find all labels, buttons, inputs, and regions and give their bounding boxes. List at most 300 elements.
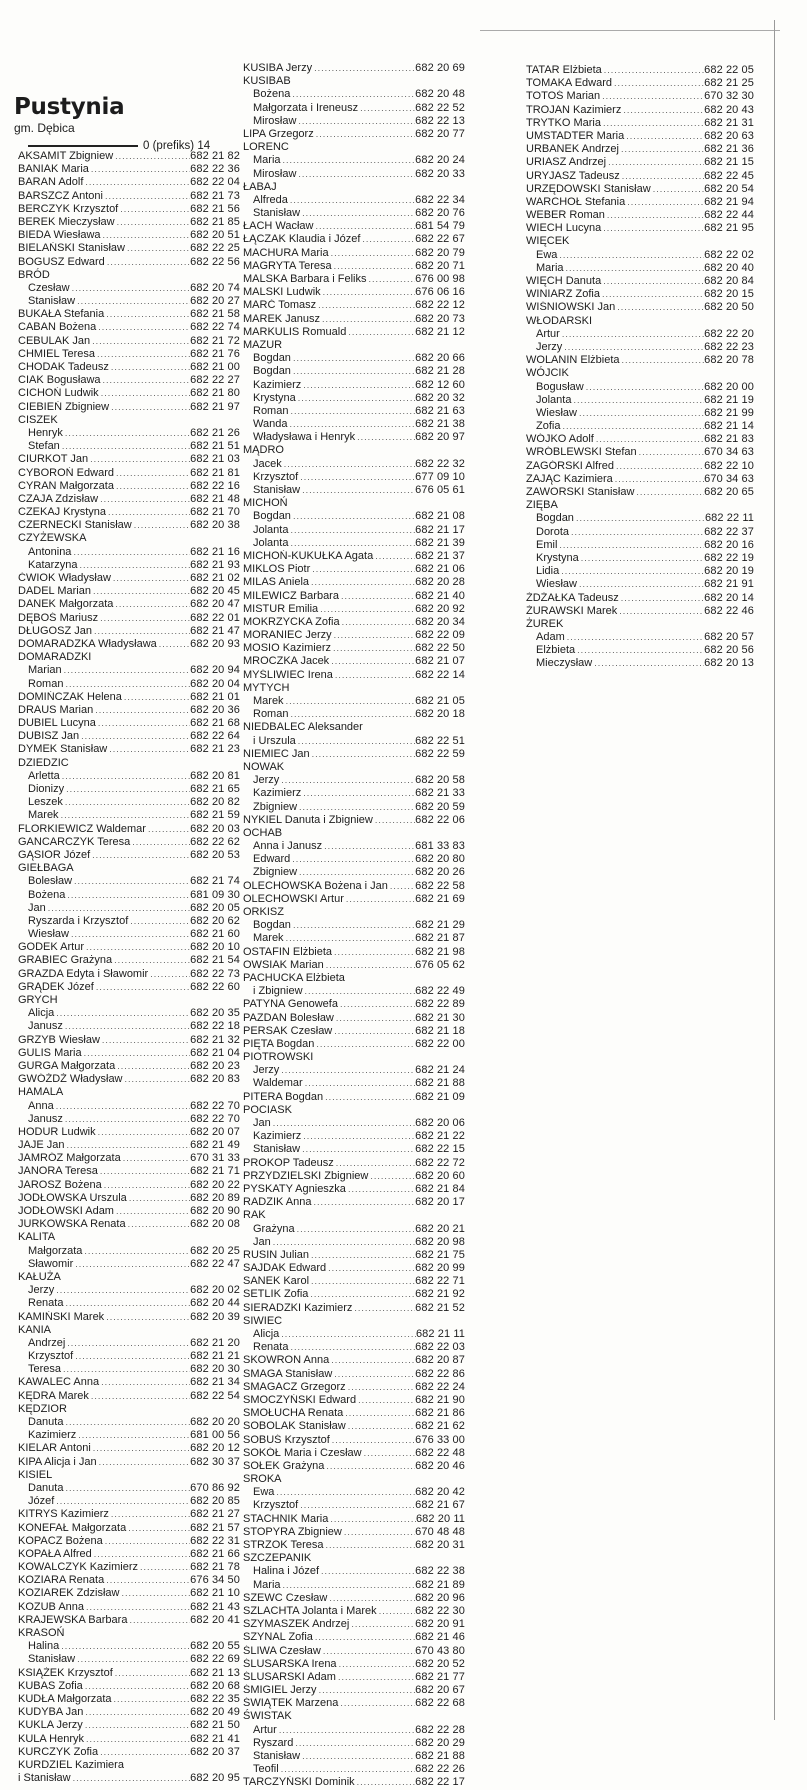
- subscriber-name: Alicja: [28, 1007, 55, 1020]
- dot-leader: [46, 902, 190, 915]
- phone-number: 682 21 31: [704, 116, 754, 129]
- dot-leader: [613, 473, 704, 486]
- listing-entry: [18, 1390, 240, 1403]
- listing-entry: [526, 381, 754, 394]
- subscriber-name: Janusz: [28, 1112, 63, 1125]
- dot-leader: [71, 546, 190, 559]
- listing-entry: [243, 708, 465, 721]
- subscriber-name: ŚWIĄTEK Marzena: [243, 1697, 339, 1710]
- listing-entry: [18, 1007, 240, 1020]
- listing-entry: [243, 590, 465, 603]
- listing-entry: [243, 1025, 465, 1038]
- dot-leader: [69, 928, 190, 941]
- subscriber-name: Stefan: [28, 440, 60, 453]
- dialing-prefix: 0 (prefiks) 14: [143, 140, 211, 152]
- listing-entry: [243, 1381, 465, 1394]
- phone-number: 682 22 34: [415, 193, 465, 206]
- subscriber-name: Jerzy: [28, 1284, 55, 1297]
- dot-leader: [574, 512, 705, 525]
- listing-entry: [243, 959, 465, 972]
- phone-number: 682 20 04: [190, 677, 240, 690]
- subscriber-name: Marek: [28, 809, 59, 822]
- phone-number: 682 22 64: [190, 730, 240, 743]
- subscriber-name: Jerzy: [253, 774, 280, 787]
- dot-leader: [73, 1350, 190, 1363]
- listing-entry: [18, 915, 240, 928]
- listing-entry: [18, 585, 240, 598]
- listing-entry: [18, 203, 240, 216]
- dot-leader: [328, 1513, 416, 1526]
- dot-leader: [99, 1376, 190, 1389]
- listing-entry: [243, 273, 465, 286]
- subscriber-name: SKOWRON Anna: [243, 1354, 330, 1367]
- phone-number: 682 21 50: [190, 1719, 240, 1732]
- dot-leader: [65, 889, 190, 902]
- phone-number: 682 20 36: [190, 703, 240, 716]
- listing-entry: [243, 1737, 465, 1750]
- subscriber-name: Adam: [536, 631, 565, 644]
- phone-number: 682 20 99: [415, 1262, 465, 1275]
- listing-entry: [243, 655, 465, 668]
- phone-number: 682 21 12: [415, 325, 465, 338]
- listing-entry: [243, 220, 465, 233]
- subscriber-name: Maria: [253, 154, 281, 167]
- listing-entry: [243, 1341, 465, 1354]
- subscriber-name: DYMEK Stanisław: [18, 743, 108, 756]
- dot-leader: [63, 1416, 190, 1429]
- subscriber-name: Katarzyna: [28, 558, 78, 571]
- surname-heading: ŚWISTAK: [243, 1710, 292, 1723]
- dot-leader: [114, 480, 190, 493]
- dot-leader: [138, 1561, 190, 1574]
- phone-number: 682 21 15: [704, 156, 754, 169]
- dot-leader: [96, 1126, 191, 1139]
- listing-entry: [243, 1486, 465, 1499]
- subscriber-name: KONEFAŁ Małgorzata: [18, 1521, 127, 1534]
- subscriber-name: SMAGACZ Grzegorz: [243, 1380, 346, 1393]
- phone-number: 682 22 25: [190, 242, 240, 255]
- subscriber-name: PRZYDZIELSKI Zbigniew: [243, 1169, 369, 1182]
- subscriber-name: WOLANIN Elżbieta: [526, 354, 620, 367]
- listing-entry: [243, 1434, 465, 1447]
- subscriber-name: Jolanta: [253, 536, 289, 549]
- phone-number: 670 32 30: [704, 90, 754, 103]
- column-divider: [774, 20, 775, 1720]
- phone-number: 682 22 58: [415, 879, 465, 892]
- listing-entry: [18, 453, 240, 466]
- phone-number: 682 21 86: [415, 1407, 465, 1420]
- listing-entry: [526, 460, 754, 473]
- dot-leader: [113, 1667, 190, 1680]
- phone-number: 682 20 20: [190, 1416, 240, 1428]
- subscriber-name: Zbigniew: [253, 800, 298, 813]
- phone-number: 682 20 37: [190, 1745, 240, 1758]
- dot-leader: [334, 1012, 415, 1025]
- dot-leader: [290, 88, 415, 101]
- phone-number: 676 05 61: [415, 484, 465, 496]
- dot-leader: [577, 578, 704, 591]
- surname-heading: BRÓD: [18, 268, 50, 281]
- phone-number: 682 21 39: [415, 536, 465, 549]
- subscriber-name: Jolanta: [536, 393, 572, 406]
- subscriber-name: ZAWORSKI Stanisław: [526, 486, 635, 498]
- subscriber-name: DOMIŃCZAK Helena: [18, 690, 122, 703]
- subscriber-name: OWSIAK Marian: [243, 958, 324, 971]
- listing-entry: [18, 1522, 240, 1535]
- dot-leader: [619, 592, 704, 605]
- subscriber-name: Marek: [253, 695, 284, 707]
- surname-heading: MYTYCH: [243, 681, 290, 694]
- subscriber-name: WRÓBLEWSKI Stefan: [526, 446, 637, 459]
- dot-leader: [314, 128, 415, 141]
- subscriber-name: DUBIEL Lucyna: [18, 717, 96, 730]
- listing-entry: [18, 941, 240, 954]
- listing-entry: [243, 919, 465, 932]
- subscriber-name: GODEK Artur: [18, 941, 85, 954]
- phone-number: 682 21 10: [190, 1587, 240, 1600]
- phone-number: 682 20 26: [415, 866, 465, 879]
- dot-leader: [279, 1328, 416, 1341]
- listing-entry: [526, 90, 754, 103]
- listing-entry: [243, 1196, 465, 1209]
- dot-leader: [373, 814, 415, 827]
- phone-number: 682 21 24: [415, 1064, 465, 1077]
- dot-leader: [92, 1548, 190, 1561]
- phone-number: 682 21 16: [190, 545, 240, 558]
- phone-number: 682 20 03: [190, 822, 240, 835]
- dot-leader: [96, 321, 190, 334]
- dot-leader: [355, 431, 415, 444]
- listing-entry: [18, 1746, 240, 1759]
- listing-entry: [243, 286, 465, 299]
- phone-number: 682 22 69: [190, 1653, 240, 1666]
- phone-number: 682 20 24: [415, 154, 465, 167]
- listing-entry: [18, 1205, 240, 1218]
- phone-number: 682 21 11: [415, 1328, 465, 1340]
- phone-number: 682 20 27: [190, 295, 240, 308]
- phone-number: 682 21 90: [415, 1393, 465, 1406]
- dot-leader: [620, 170, 704, 183]
- phone-number: 682 20 62: [190, 914, 240, 927]
- dot-leader: [624, 130, 704, 143]
- dot-leader: [317, 1684, 416, 1697]
- listing-entry: [526, 420, 754, 433]
- subscriber-name: ZAGÓRSKI Alfred: [526, 459, 615, 472]
- dot-leader: [101, 229, 191, 242]
- phone-number: 682 22 37: [704, 525, 754, 538]
- subscriber-name: SOBUŚ Krzysztof: [243, 1433, 330, 1446]
- dot-leader: [298, 1499, 415, 1512]
- subscriber-name: KRAJEWSKA Barbara: [18, 1613, 128, 1626]
- phone-number: 682 21 13: [190, 1666, 240, 1679]
- listing-entry: [243, 629, 465, 642]
- listing-entry: [526, 446, 754, 459]
- subscriber-name: CYRAN Małgorzata: [18, 479, 114, 492]
- listing-entry: [18, 1548, 240, 1561]
- phone-number: 682 21 93: [190, 558, 240, 571]
- surname-heading: KRASOŃ: [18, 1627, 65, 1639]
- listing-entry: [18, 783, 240, 796]
- listing-entry: [243, 392, 465, 405]
- phone-number: 682 21 36: [704, 143, 754, 156]
- dot-leader: [113, 150, 190, 163]
- dot-leader: [606, 156, 704, 169]
- phone-number: 682 20 56: [704, 644, 754, 657]
- surname-heading: KANIA: [18, 1323, 52, 1336]
- subscriber-name: ZAJĄC Kazimiera: [526, 472, 613, 485]
- surname-heading: KĘDZIOR: [18, 1402, 67, 1415]
- phone-number: 682 20 57: [704, 631, 754, 644]
- dot-leader: [96, 717, 190, 730]
- listing-entry: [18, 1601, 240, 1614]
- phone-number: 677 09 10: [415, 470, 465, 483]
- listing-entry: [18, 743, 240, 756]
- dot-leader: [99, 387, 190, 400]
- dot-leader: [61, 1363, 190, 1376]
- phone-number: 682 20 49: [190, 1706, 240, 1719]
- listing-entry: [243, 128, 465, 141]
- listing-entry: [243, 1631, 465, 1644]
- subscriber-name: Kazimierz: [253, 787, 302, 800]
- listing-entry: [526, 486, 754, 499]
- dot-leader: [79, 730, 190, 743]
- listing-entry: [243, 405, 465, 418]
- listing-entry: [18, 335, 240, 348]
- subscriber-name: CHMIEL Teresa: [18, 347, 96, 360]
- listing-entry: [526, 301, 754, 314]
- dot-leader: [97, 1456, 190, 1469]
- dot-leader: [338, 1697, 415, 1710]
- subscriber-name: Małgorzata: [28, 1244, 83, 1257]
- listing-entry: [18, 612, 240, 625]
- subscriber-name: GRZYB Wiesław: [18, 1033, 100, 1046]
- listing-entry: [18, 1614, 240, 1627]
- subscriber-name: Stanisław: [253, 207, 301, 220]
- subscriber-name: JAJE Jan: [18, 1139, 65, 1152]
- subscriber-name: Stanisław: [253, 1143, 301, 1156]
- listing-entry: [18, 1772, 240, 1785]
- dot-leader: [288, 537, 415, 550]
- dot-leader: [109, 401, 190, 414]
- dot-leader: [101, 374, 191, 387]
- dot-leader: [83, 176, 190, 189]
- listing-entry: [243, 1143, 465, 1156]
- listing-entry: [243, 1592, 465, 1605]
- dot-leader: [360, 233, 415, 246]
- phone-number: 682 20 98: [415, 1235, 465, 1248]
- subscriber-name: Maria: [536, 261, 564, 274]
- listing-entry: [243, 154, 465, 167]
- subscriber-name: MILEWICZ Barbara: [243, 589, 339, 602]
- subscriber-name: GURGA Małgorzata: [18, 1059, 116, 1072]
- subscriber-name: TROJAN Kazimierz: [526, 103, 622, 116]
- phone-number: 682 20 15: [704, 288, 754, 301]
- subscriber-name: SANEK Karol: [243, 1275, 310, 1288]
- subscriber-name: ŚMIGIEL Jerzy: [243, 1684, 317, 1697]
- listing-entry: [526, 394, 754, 407]
- phone-number: 676 05 62: [415, 958, 465, 971]
- phone-number: 682 22 56: [190, 255, 240, 268]
- subscriber-name: SAJDAK Edward: [243, 1262, 327, 1275]
- subscriber-name: Jan: [253, 1117, 271, 1129]
- dot-leader: [71, 1772, 191, 1785]
- phone-number: 682 21 92: [415, 1288, 465, 1301]
- subscriber-name: DŁUGOSZ Jan: [18, 624, 92, 637]
- phone-number: 682 20 16: [704, 538, 754, 551]
- phone-number: 682 20 25: [190, 1244, 240, 1257]
- phone-number: 682 21 81: [190, 466, 240, 479]
- listing-entry: [243, 1750, 465, 1763]
- phone-number: 682 20 47: [190, 598, 240, 611]
- subscriber-name: DOMARADZKA Władysława: [18, 637, 157, 650]
- subscriber-name: KOZIAREK Zdzisław: [18, 1587, 120, 1600]
- subscriber-name: ŚLUSARSKA Irena: [243, 1657, 337, 1670]
- listing-entry: [243, 247, 465, 260]
- listing-entry: [243, 563, 465, 576]
- subscriber-name: Bogdan: [253, 919, 291, 932]
- phone-number: 682 22 72: [415, 1156, 465, 1169]
- surname-heading: SZCZEPANIK: [243, 1552, 312, 1565]
- dot-leader: [92, 625, 190, 638]
- dot-leader: [594, 433, 704, 446]
- subscriber-name: Maria: [253, 1578, 281, 1591]
- surname-heading: PACHUCKA Elżbieta: [243, 971, 345, 984]
- subscriber-name: Teofil: [253, 1763, 279, 1776]
- dot-leader: [73, 1258, 190, 1271]
- listing-entry: [243, 207, 465, 220]
- phone-number: 682 20 93: [190, 637, 240, 650]
- dot-leader: [125, 242, 190, 255]
- phone-number: 682 20 08: [190, 1218, 240, 1231]
- subscriber-name: DANEK Małgorzata: [18, 598, 114, 611]
- dot-leader: [346, 1381, 415, 1394]
- dot-leader: [592, 657, 704, 670]
- dot-leader: [575, 644, 704, 657]
- subscriber-name: Edward: [253, 853, 291, 866]
- dot-leader: [342, 1526, 415, 1539]
- listing-column-2: [243, 62, 465, 1790]
- subscriber-name: KUKLA Jerzy: [18, 1719, 83, 1732]
- phone-number: 682 20 18: [415, 708, 465, 721]
- surname-heading: MĄDRO: [243, 444, 284, 457]
- subscriber-name: KAMIŃSKI Marek: [18, 1310, 105, 1323]
- dot-leader: [284, 695, 416, 708]
- subscriber-name: Mirosław: [253, 167, 297, 180]
- subscriber-name: Roman: [28, 677, 64, 690]
- phone-number: 682 20 30: [190, 1363, 240, 1376]
- surname-heading: POCIASK: [243, 1103, 292, 1116]
- phone-number: 682 20 80: [415, 853, 465, 866]
- subscriber-name: KUDŁA Małgorzata: [18, 1692, 112, 1705]
- phone-number: 682 20 58: [415, 774, 465, 787]
- dot-leader: [288, 405, 415, 418]
- phone-number: 682 21 97: [190, 400, 240, 413]
- phone-number: 682 20 92: [415, 602, 465, 615]
- dot-leader: [301, 379, 415, 392]
- dot-leader: [571, 394, 704, 407]
- subscriber-name: MOKRZYCKA Zofia: [243, 615, 340, 628]
- dot-leader: [109, 1508, 190, 1521]
- subscriber-name: MISTUR Emilia: [243, 602, 319, 615]
- listing-entry: [243, 985, 465, 998]
- surname-heading: CISZEK: [18, 413, 58, 426]
- phone-number: 682 20 17: [415, 1196, 465, 1209]
- phone-number: 682 20 69: [415, 62, 465, 74]
- subscriber-name: Bogdan: [536, 512, 574, 525]
- listing-entry: [243, 1328, 465, 1341]
- listing-entry: [526, 117, 754, 130]
- phone-number: 682 20 38: [190, 519, 240, 532]
- phone-number: 682 20 45: [190, 585, 240, 598]
- dot-leader: [111, 572, 190, 585]
- listing-entry: [18, 1363, 240, 1376]
- phone-number: 682 20 23: [190, 1059, 240, 1072]
- phone-number: 682 22 45: [704, 169, 754, 182]
- dot-leader: [332, 1368, 415, 1381]
- subscriber-name: MALSKA Barbara i Feliks: [243, 273, 367, 285]
- phone-number: 682 22 70: [190, 1112, 240, 1125]
- listing-entry: [526, 657, 754, 670]
- listing-entry: [18, 427, 240, 440]
- dot-leader: [104, 308, 190, 321]
- phone-number: 682 20 82: [190, 796, 240, 809]
- subscriber-name: Teresa: [28, 1363, 62, 1376]
- phone-number: 682 21 56: [190, 202, 240, 215]
- subscriber-name: Stanisław: [28, 1653, 76, 1666]
- listing-entry: [18, 730, 240, 743]
- phone-number: 682 20 07: [190, 1125, 240, 1138]
- surname-heading: KALITA: [18, 1231, 56, 1244]
- phone-number: 682 22 49: [415, 985, 465, 998]
- phone-number: 682 21 94: [704, 195, 754, 208]
- subscriber-name: Jacek: [253, 457, 282, 470]
- subscriber-name: PAZDAN Bolesław: [243, 1011, 334, 1024]
- phone-number: 682 20 84: [704, 275, 754, 287]
- listing-entry: [526, 526, 754, 539]
- surname-heading: KURDZIEL Kazimiera: [18, 1758, 124, 1771]
- phone-number: 682 21 67: [415, 1499, 465, 1512]
- subscriber-name: WÓJKO Adolf: [526, 433, 594, 446]
- surname-heading: ORKISZ: [243, 906, 284, 918]
- dot-leader: [123, 1073, 191, 1086]
- subscriber-name: MARKULIS Romuald: [243, 325, 347, 338]
- phone-number: 682 22 70: [190, 1099, 240, 1112]
- phone-number: 682 21 27: [190, 1508, 240, 1521]
- listing-entry: [526, 156, 754, 169]
- listing-entry: [18, 546, 240, 559]
- phone-number: 682 21 78: [190, 1561, 240, 1574]
- phone-number: 682 20 89: [190, 1191, 240, 1204]
- subscriber-name: Roman: [253, 708, 289, 721]
- subscriber-name: Grażyna: [253, 1222, 295, 1235]
- subscriber-name: ŻDŻAŁKA Tadeusz: [526, 591, 619, 604]
- dot-leader: [82, 1047, 191, 1060]
- dot-leader: [95, 348, 190, 361]
- phone-number: 682 20 42: [415, 1486, 465, 1499]
- listing-entry: [243, 642, 465, 655]
- listing-entry: [18, 954, 240, 967]
- subscriber-name: Elżbieta: [536, 644, 576, 657]
- listing-entry: [526, 407, 754, 420]
- subscriber-name: Kazimierz: [28, 1429, 77, 1442]
- listing-entry: [243, 814, 465, 827]
- phone-number: 682 21 49: [190, 1139, 240, 1152]
- subscriber-name: ŚLUSARSKI Adam: [243, 1670, 336, 1683]
- subscriber-name: Anna: [28, 1099, 54, 1112]
- subscriber-name: MYŚLIWIEC Irena: [243, 668, 333, 681]
- listing-entry: [243, 62, 465, 75]
- dot-leader: [612, 77, 704, 90]
